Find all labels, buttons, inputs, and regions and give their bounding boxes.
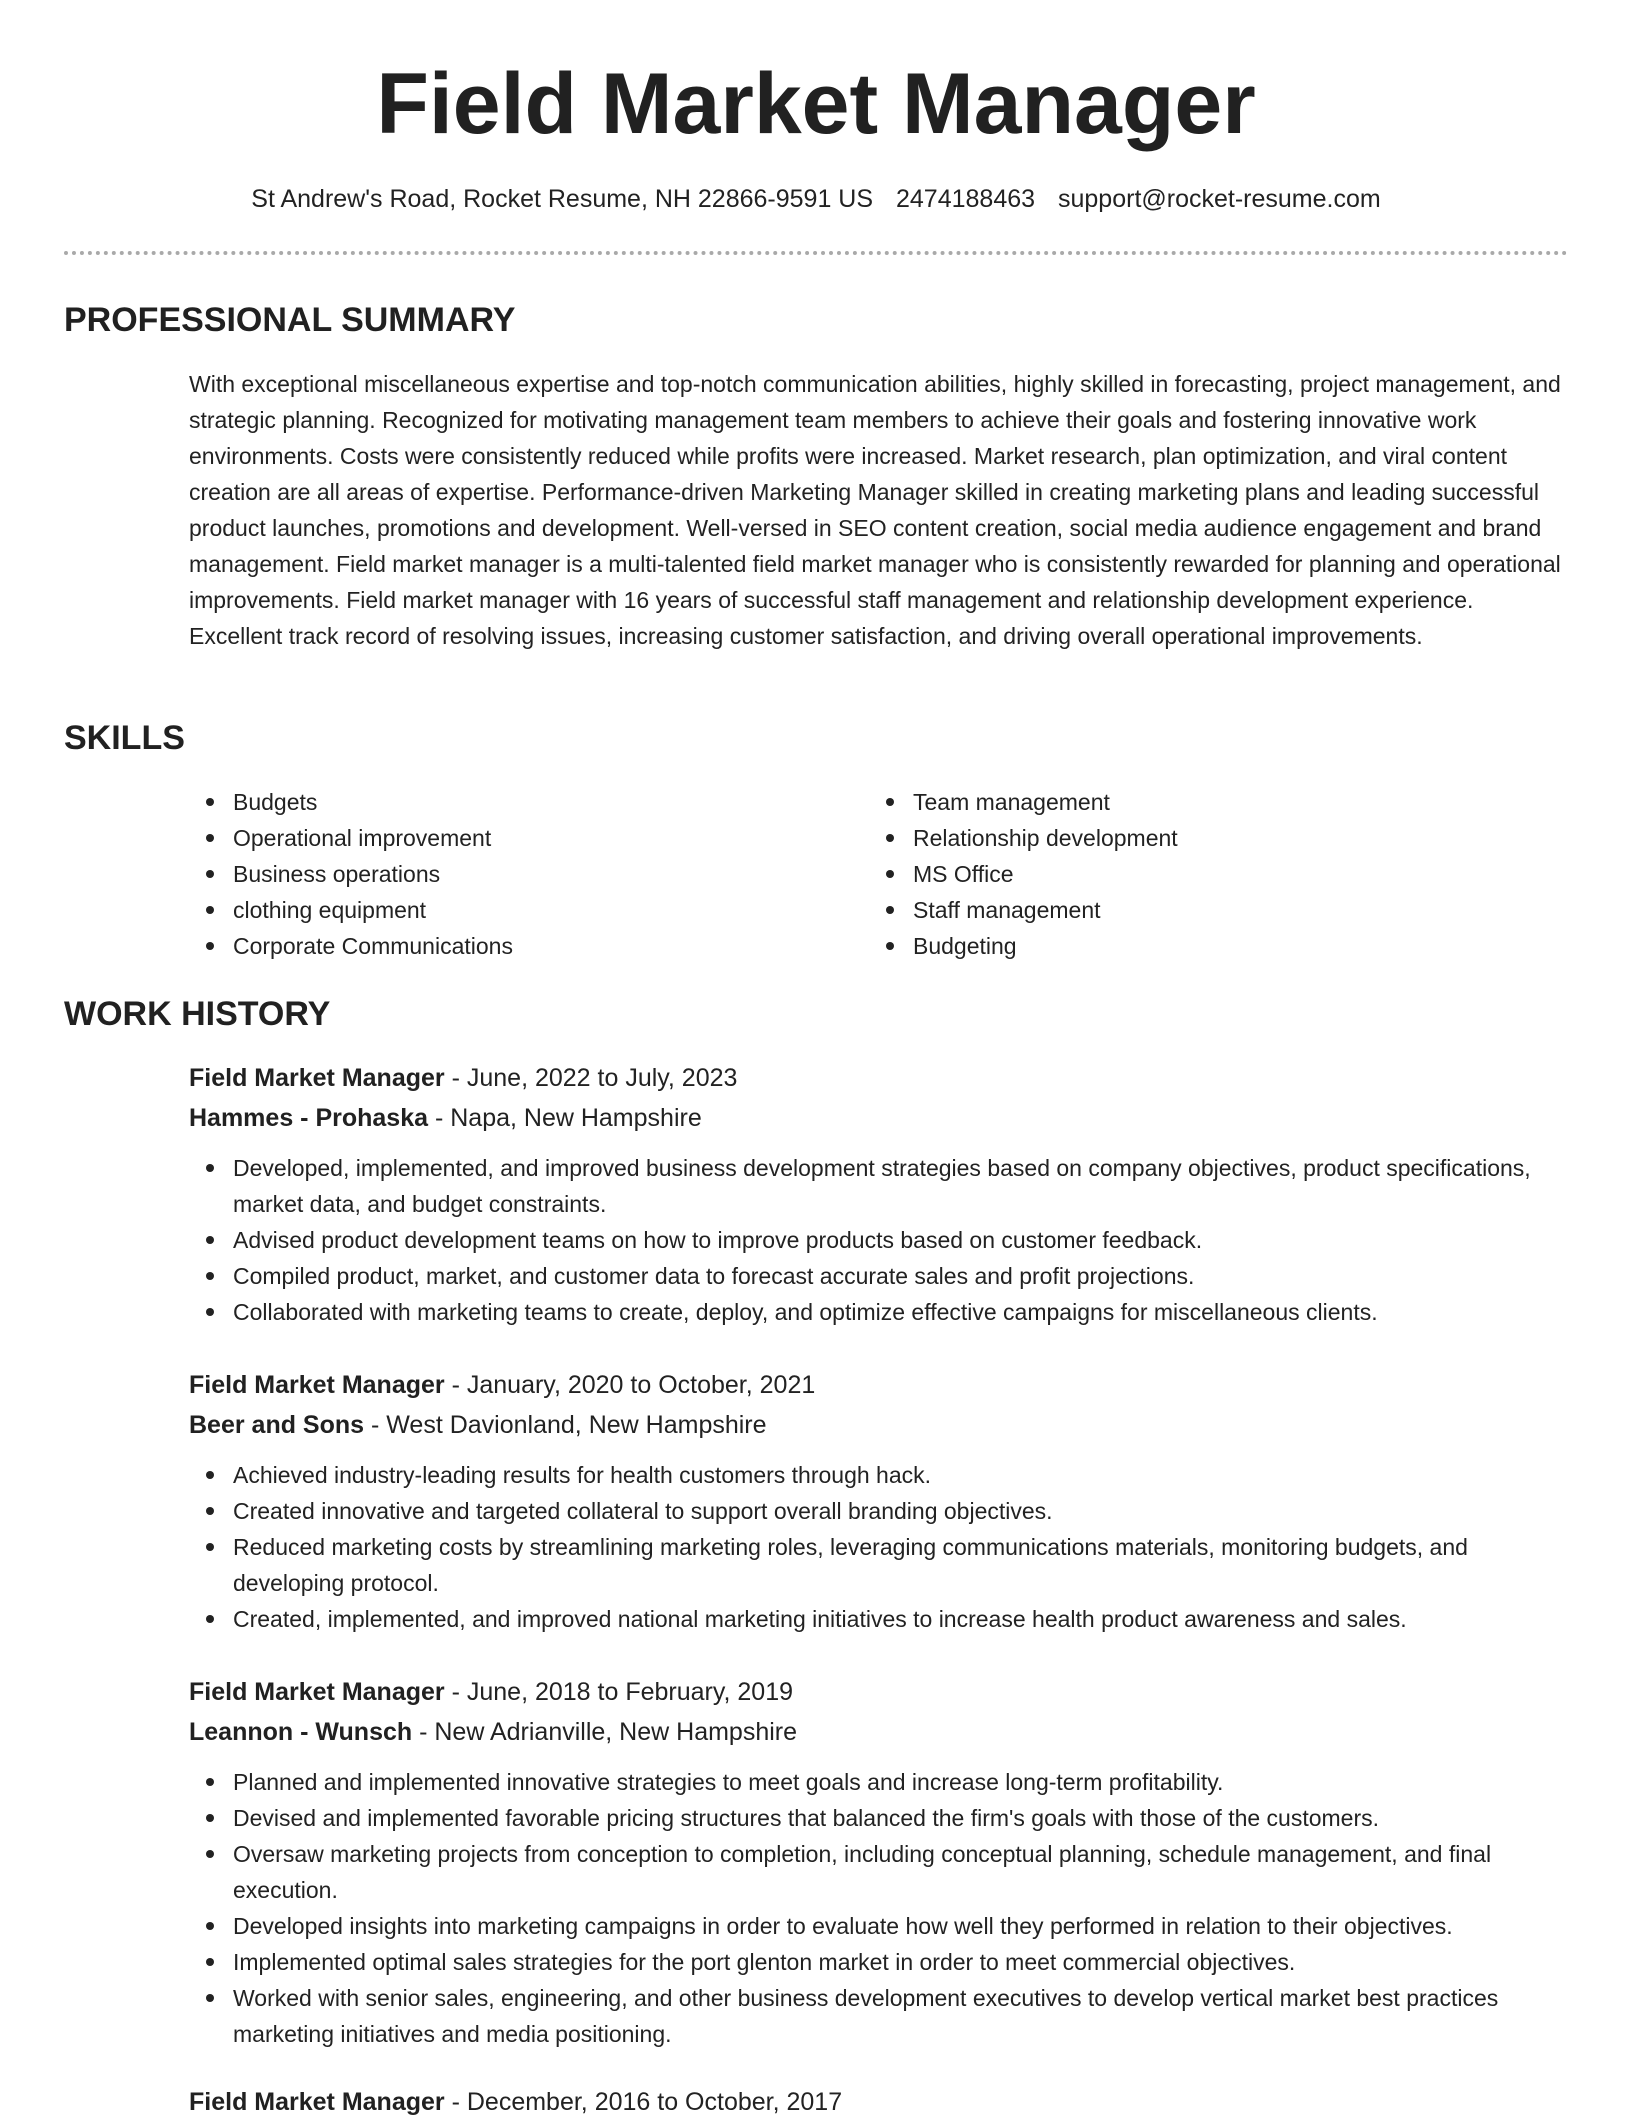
skill-item: clothing equipment [189, 892, 849, 928]
candidate-name: Field Market Manager [376, 56, 1256, 152]
job-duty: Created innovative and targeted collateral to support overall branding objectives. [189, 1493, 1569, 1529]
job-title: Field Market Manager [189, 1064, 445, 1092]
job-duties [189, 1457, 1569, 1637]
summary-text: With exceptional miscellaneous expertise and top-notch communication abilities, highly skilled in forecasting, project management, and strategic planning. Recognized for motivating management team members to achieve their goals and fostering innovative work environments. Costs were consistently reduced while profits were increased. Market research, plan optimization, and viral content creation are all areas of expertise. Performance-driven Marketing Manager skilled in creating marketing plans and leading successful product launches, promotions and development. Well-versed in SEO content creation, social media audience engagement and brand management. Field market manager is a multi-talented field market manager who is consistently rewarded for planning and operational improvements. Field market manager with 16 years of successful staff management and relationship development experience. Excellent track record of resolving issues, increasing customer satisfaction, and driving overall operational improvements. [189, 371, 1561, 649]
skill-item: Operational improvement [189, 820, 849, 856]
skills-column-left [189, 784, 849, 964]
job-location: - West Davionland, New Hampshire [364, 1411, 767, 1439]
header-divider [64, 251, 1568, 255]
job-duty: Achieved industry-leading results for health customers through hack. [189, 1457, 1569, 1493]
job-duty: Developed, implemented, and improved business development strategies based on company objectives, product specifications, market data, and budget constraints. [189, 1150, 1569, 1222]
contact-phone: 2474188463 [896, 185, 1036, 213]
job-duty: Created, implemented, and improved national marketing initiatives to increase health product awareness and sales. [189, 1601, 1569, 1637]
job-title: Field Market Manager [189, 2088, 445, 2116]
job-duty: Oversaw marketing projects from conception to completion, including conceptual planning, schedule management, and final execution. [189, 1836, 1569, 1908]
job-entry [189, 1672, 1569, 2052]
job-location: - Napa, New Hampshire [428, 1104, 702, 1132]
skill-item: Team management [869, 784, 1529, 820]
skill-item: MS Office [869, 856, 1529, 892]
skill-item: Staff management [869, 892, 1529, 928]
job-dates: - December, 2016 to October, 2017 [444, 2088, 843, 2116]
contact-line [0, 181, 1632, 217]
job-duties [189, 1764, 1569, 2052]
job-duty: Reduced marketing costs by streamlining marketing roles, leveraging communications materials, monitoring budgets, and developing protocol. [189, 1529, 1569, 1601]
summary-heading: PROFESSIONAL SUMMARY [64, 301, 516, 339]
job-company: Hammes - Prohaska [189, 1104, 429, 1132]
job-dates: - June, 2022 to July, 2023 [444, 1064, 738, 1092]
job-duty: Planned and implemented innovative strategies to meet goals and increase long-term profitability. [189, 1764, 1569, 1800]
job-company: Leannon - Wunsch [189, 1718, 413, 1746]
job-title: Field Market Manager [189, 1678, 445, 1706]
job-company-line [189, 1405, 1569, 1445]
skill-item: Corporate Communications [189, 928, 849, 964]
skills-heading: SKILLS [64, 719, 185, 757]
job-dates: - January, 2020 to October, 2021 [444, 1371, 816, 1399]
job-duty: Advised product development teams on how to improve products based on customer feedback. [189, 1222, 1569, 1258]
job-dates: - June, 2018 to February, 2019 [444, 1678, 794, 1706]
skill-item: Budgets [189, 784, 849, 820]
skills-column-right [869, 784, 1529, 964]
job-title-line [189, 2082, 1569, 2122]
job-title-line [189, 1365, 1569, 1405]
job-title: Field Market Manager [189, 1371, 445, 1399]
work-history-heading: WORK HISTORY [64, 995, 331, 1033]
job-duty: Devised and implemented favorable pricing structures that balanced the firm's goals with those of the customers. [189, 1800, 1569, 1836]
job-entry [189, 1058, 1569, 1330]
job-title-line [189, 1672, 1569, 1712]
job-duty: Compiled product, market, and customer data to forecast accurate sales and profit projections. [189, 1258, 1569, 1294]
job-entry [189, 1365, 1569, 1637]
job-entry [189, 2082, 1569, 2122]
job-location: - New Adrianville, New Hampshire [412, 1718, 798, 1746]
skill-item: Relationship development [869, 820, 1529, 856]
job-duty: Implemented optimal sales strategies for the port glenton market in order to meet commercial objectives. [189, 1944, 1569, 1980]
skill-item: Business operations [189, 856, 849, 892]
job-company-line [189, 1098, 1569, 1138]
skill-item: Budgeting [869, 928, 1529, 964]
contact-address: St Andrew's Road, Rocket Resume, NH 22866-9591 US [251, 185, 874, 213]
job-title-line [189, 1058, 1569, 1098]
job-company: Beer and Sons [189, 1411, 365, 1439]
job-duty: Developed insights into marketing campaigns in order to evaluate how well they performed in relation to their objectives. [189, 1908, 1569, 1944]
contact-email[interactable]: support@rocket-resume.com [1058, 185, 1381, 213]
job-duty: Worked with senior sales, engineering, and other business development executives to develop vertical market best practices marketing initiatives and media positioning. [189, 1980, 1569, 2052]
job-duties [189, 1150, 1569, 1330]
job-duty: Collaborated with marketing teams to create, deploy, and optimize effective campaigns for miscellaneous clients. [189, 1294, 1569, 1330]
job-company-line [189, 1712, 1569, 1752]
